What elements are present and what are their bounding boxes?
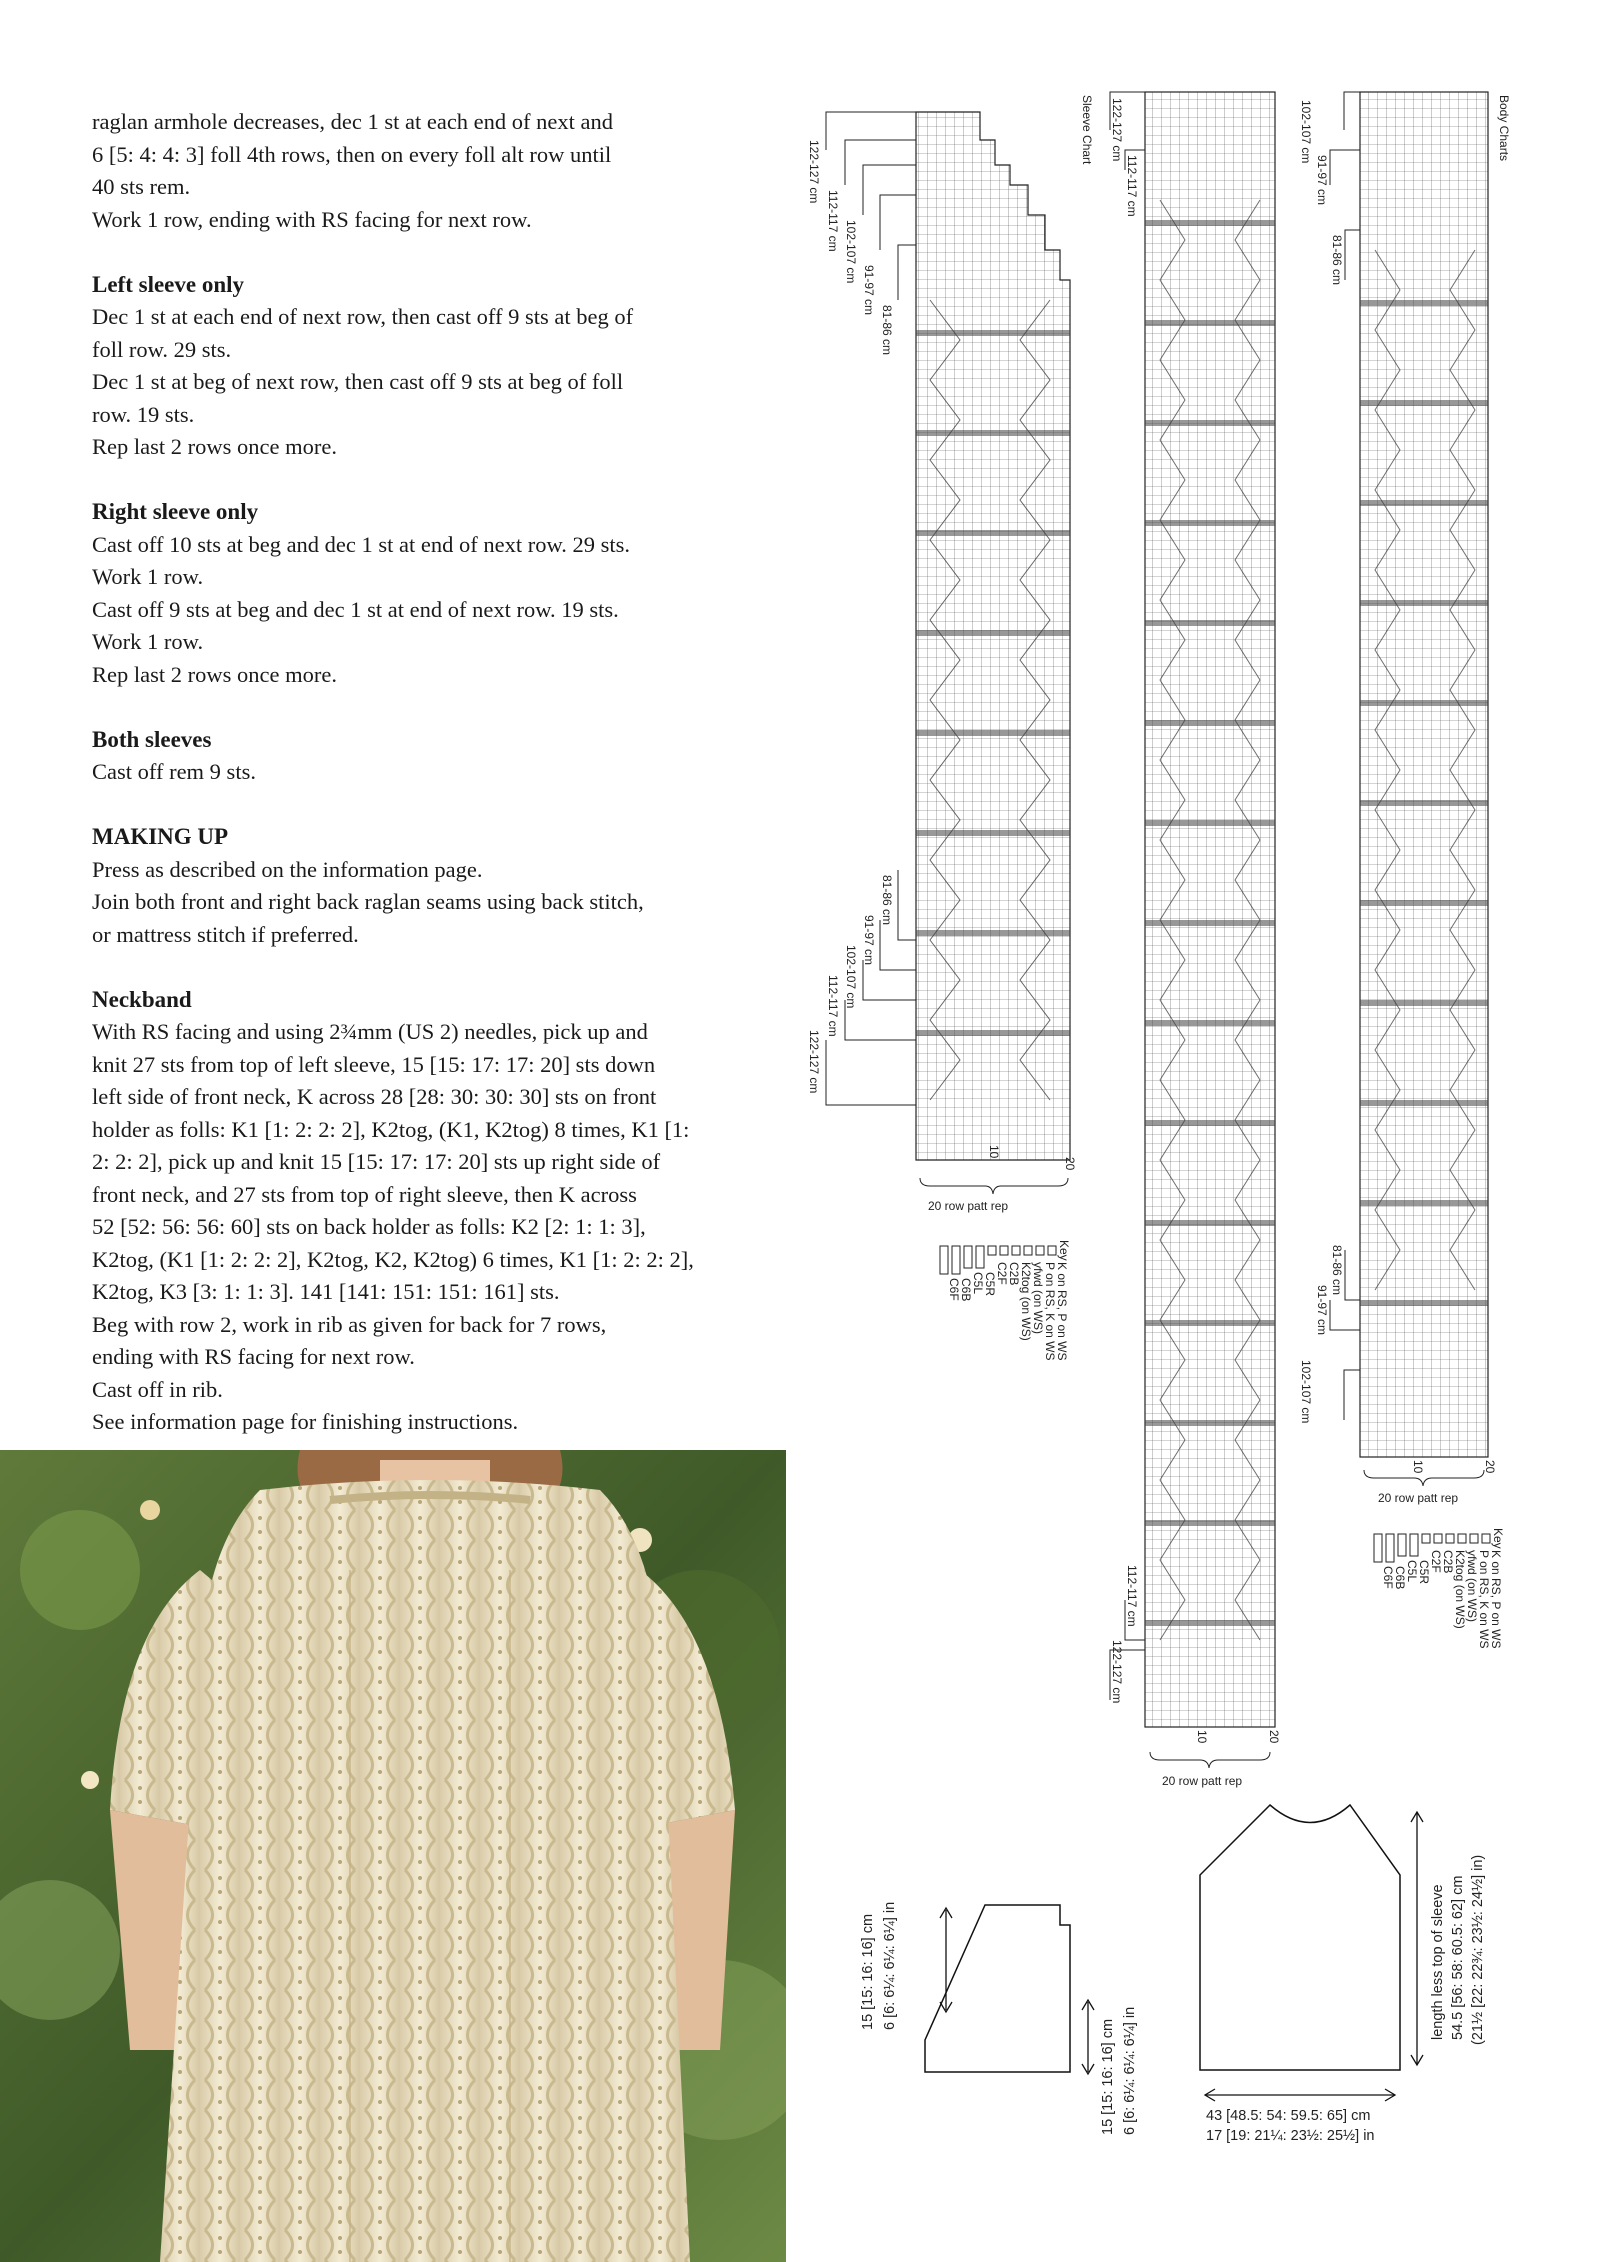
patt-rep-label: 20 row patt rep xyxy=(1378,1491,1459,1505)
key-title: Key xyxy=(1491,1528,1505,1549)
text-line: Rep last 2 rows once more. xyxy=(92,434,337,459)
sleeve-size-label: 81-86 cm xyxy=(880,305,894,356)
text-line: 6 [5: 4: 4: 3] foll 4th rows, then on every foll alt row until xyxy=(92,141,612,167)
text-line: Cast off 9 sts at beg and dec 1 st at end of next row. 19 sts. xyxy=(92,596,619,622)
sleeve-size-label: 122-127 cm xyxy=(807,140,821,204)
key-swatch xyxy=(1000,1246,1008,1255)
section-heading: MAKING UP xyxy=(92,824,229,849)
text-line: Dec 1 st at each end of next row, then cast off 9 sts at beg of xyxy=(92,304,634,329)
section-heading: Neckband xyxy=(92,986,192,1012)
body-size-label: 102-107 cm xyxy=(1299,1360,1313,1424)
key-item: C5L xyxy=(971,1272,985,1295)
text-line: left side of front neck, K across 28 [28: 30: 30: 30] sts on front xyxy=(92,1084,657,1109)
text-line: Beg with row 2, work in rib as given for back for 7 rows, xyxy=(92,1311,607,1337)
key-swatch xyxy=(1024,1246,1032,1255)
key-item: K2tog (on WS) xyxy=(1453,1550,1467,1629)
sleeve-dim-in: 6 [6: 6¼: 6¼: 6¼] in xyxy=(1122,2006,1138,2135)
section-heading: Right sleeve only xyxy=(92,499,259,524)
text-line: row. 19 sts. xyxy=(92,401,195,427)
text-line: Join both front and right back raglan seams using back stitch, xyxy=(92,889,644,914)
key-swatch xyxy=(1410,1534,1418,1556)
key-item: C6B xyxy=(1393,1566,1407,1590)
sleeve-size-label: 122-127 cm xyxy=(807,1030,821,1094)
text-line: Work 1 row, ending with RS facing for next row. xyxy=(92,206,532,232)
key-swatch xyxy=(1482,1534,1490,1543)
body-size-label: 91-97 cm xyxy=(1315,1285,1329,1336)
key-item: C6F xyxy=(1381,1566,1395,1589)
sleeve-size-label: 112-117 cm xyxy=(826,975,840,1037)
text-line: Cast off in rib. xyxy=(92,1376,223,1402)
text-line: ending with RS facing for next row. xyxy=(92,1344,415,1369)
key-swatch xyxy=(1374,1534,1382,1562)
sleeve-chart xyxy=(807,95,1094,1213)
body-size-label: 122-127 cm xyxy=(1110,1640,1124,1704)
sleeve-dim-in: 6 [6: 6¼: 6¼: 6¼] in xyxy=(882,1901,898,2030)
text-line: 2: 2: 2], pick up and knit 15 [15: 17: 17: 20] sts up right side of xyxy=(92,1149,661,1174)
text-line: K2tog, K3 [3: 1: 1: 3]. 141 [141: 151: 151: 161] sts. xyxy=(92,1279,560,1304)
key-swatch xyxy=(1434,1534,1442,1543)
sleeve-schematic xyxy=(860,1902,1138,2135)
sleeve-size-label: 102-107 cm xyxy=(844,945,858,1009)
body-size-label: 112-117 cm xyxy=(1125,1565,1139,1627)
key-swatch xyxy=(1012,1246,1020,1255)
key-item: C5R xyxy=(1417,1560,1431,1585)
text-line: knit 27 sts from top of left sleeve, 15 [15: 17: 17: 20] sts down xyxy=(92,1051,656,1077)
key-item: K on RS, P on WS xyxy=(1055,1262,1069,1361)
key-item: C2B xyxy=(1441,1550,1455,1574)
body-chart-b xyxy=(1299,92,1511,1505)
body-length-label: length less top of sleeve xyxy=(1430,1884,1446,2040)
text-line: or mattress stitch if preferred. xyxy=(92,921,359,947)
axis-tick-20: 20 xyxy=(1483,1460,1497,1474)
body-size-label: 102-107 cm xyxy=(1299,100,1313,164)
text-line: Work 1 row. xyxy=(92,629,204,654)
key-item: P on RS, K on WS xyxy=(1043,1262,1057,1361)
key-title: Key xyxy=(1057,1240,1071,1261)
key-swatch xyxy=(1386,1534,1394,1562)
body-length-in: (21½ [22: 22¾: 23½: 24½] in) xyxy=(1470,1854,1486,2045)
axis-tick-10: 10 xyxy=(987,1145,1001,1159)
text-line: foll row. 29 sts. xyxy=(92,336,232,362)
text-line: 40 sts rem. xyxy=(92,174,191,199)
key-swatch xyxy=(976,1246,984,1268)
key-item: yfwd (on WS) xyxy=(1465,1550,1479,1623)
text-line: raglan armhole decreases, dec 1 st at each end of next and xyxy=(92,109,614,134)
sleeve-size-label: 91-97 cm xyxy=(862,915,876,966)
axis-tick-20: 20 xyxy=(1267,1730,1281,1744)
text-line: Work 1 row. xyxy=(92,564,204,589)
sleeve-key xyxy=(940,1240,1071,1361)
key-swatch xyxy=(1398,1534,1406,1556)
key-swatch xyxy=(964,1246,972,1268)
sleeve-size-label: 91-97 cm xyxy=(862,265,876,316)
body-size-label: 81-86 cm xyxy=(1330,1245,1344,1296)
key-swatch xyxy=(1048,1246,1056,1255)
text-line: K2tog, (K1 [1: 2: 2: 2], K2tog, K2, K2tog) 6 times, K1 [1: 2: 2: 2], xyxy=(92,1246,694,1272)
body-schematic xyxy=(1200,1805,1486,2144)
text-line: See information page for finishing instructions. xyxy=(92,1409,519,1434)
text-line: Cast off 10 sts at beg and dec 1 st at end of next row. 29 sts. xyxy=(92,531,631,557)
text-line: Dec 1 st at beg of next row, then cast off 9 sts at beg of foll xyxy=(92,369,624,394)
text-line: 52 [52: 56: 56: 60] sts on back holder as folls: K2 [2: 1: 1: 3], xyxy=(92,1214,646,1239)
body-width-in: 17 [19: 21¼: 23½: 25½] in xyxy=(1206,2128,1375,2144)
key-item: K on RS, P on WS xyxy=(1489,1550,1503,1649)
key-swatch xyxy=(1446,1534,1454,1543)
key-item: C2F xyxy=(1429,1550,1443,1573)
text-line: Rep last 2 rows once more. xyxy=(92,661,337,687)
section-heading: Left sleeve only xyxy=(92,271,245,297)
key-swatch xyxy=(952,1246,960,1274)
body-size-label: 81-86 cm xyxy=(1330,235,1344,286)
key-item: yfwd (on WS) xyxy=(1031,1262,1045,1335)
sleeve-size-label: 112-117 cm xyxy=(826,190,840,252)
body-width-cm: 43 [48.5: 54: 59.5: 65] cm xyxy=(1206,2108,1371,2124)
sleeve-chart-title: Sleeve Chart xyxy=(1080,95,1094,165)
body-length-cm: 54.5 [56: 58: 60.5: 62] cm xyxy=(1450,1875,1466,2040)
text-line: Cast off rem 9 sts. xyxy=(92,759,256,784)
body-chart-title: Body Charts xyxy=(1497,95,1511,162)
body-size-label: 91-97 cm xyxy=(1315,155,1329,206)
key-swatch xyxy=(1422,1534,1430,1543)
text-line: holder as folls: K1 [1: 2: 2: 2], K2tog, (K1, K2tog) 8 times, K1 [1: xyxy=(92,1116,690,1142)
patt-rep-label: 20 row patt rep xyxy=(928,1199,1009,1213)
key-item: C2F xyxy=(995,1262,1009,1285)
key-item: C5R xyxy=(983,1272,997,1297)
text-line: Press as described on the information page. xyxy=(92,856,483,882)
sleeve-size-label: 102-107 cm xyxy=(844,220,858,284)
key-swatch xyxy=(940,1246,948,1274)
key-swatch xyxy=(1458,1534,1466,1543)
sleeve-dim-cm: 15 [15: 16: 16] cm xyxy=(860,1913,876,2030)
key-item: C6B xyxy=(959,1278,973,1302)
body-key xyxy=(1374,1528,1505,1649)
key-swatch xyxy=(988,1246,996,1255)
key-item: C5L xyxy=(1405,1560,1419,1583)
key-item: K2tog (on WS) xyxy=(1019,1262,1033,1341)
text-line: front neck, and 27 sts from top of right sleeve, then K across xyxy=(92,1181,637,1207)
body-size-label: 122-127 cm xyxy=(1110,98,1124,162)
sleeve-size-label: 81-86 cm xyxy=(880,875,894,926)
patt-rep-label: 20 row patt rep xyxy=(1162,1774,1243,1788)
sleeve-dim-cm: 15 [15: 16: 16] cm xyxy=(1100,2018,1116,2135)
axis-tick-20: 20 xyxy=(1063,1157,1077,1171)
body-size-label: 112-117 cm xyxy=(1125,155,1139,217)
key-swatch xyxy=(1470,1534,1478,1543)
key-item: C2B xyxy=(1007,1262,1021,1286)
axis-tick-10: 10 xyxy=(1411,1460,1425,1474)
key-swatch xyxy=(1036,1246,1044,1255)
axis-tick-10: 10 xyxy=(1195,1730,1209,1744)
body-chart-a xyxy=(1110,92,1281,1788)
text-line: With RS facing and using 2¾mm (US 2) needles, pick up and xyxy=(92,1019,648,1044)
section-heading: Both sleeves xyxy=(92,726,212,752)
key-item: P on RS, K on WS xyxy=(1477,1550,1491,1649)
key-item: C6F xyxy=(947,1278,961,1301)
